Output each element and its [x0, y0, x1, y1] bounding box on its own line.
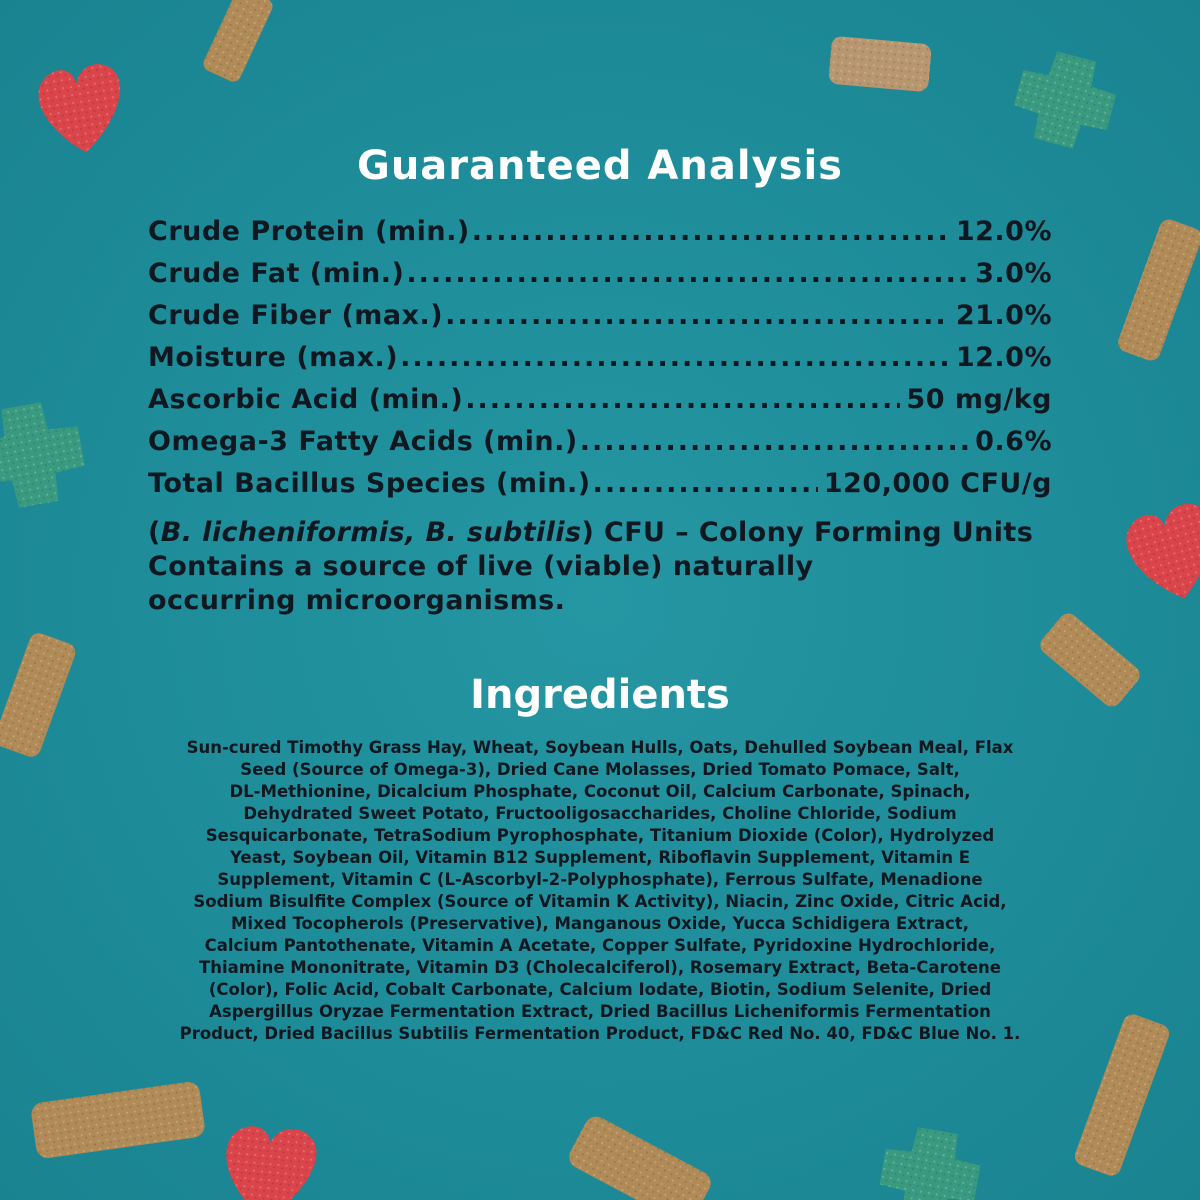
ingredients-line: Yeast, Soybean Oil, Vitamin B12 Supplement, Riboflavin Supplement, Vitamin E: [229, 848, 970, 867]
stick-treat-icon: [201, 0, 275, 84]
analysis-row-crude-fat: [148, 258, 1052, 300]
analysis-label: Omega-3 Fatty Acids (min.): [148, 426, 578, 457]
ingredients-line: Aspergillus Oryzae Fermentation Extract, Dried Bacillus Licheniformis Fermentation: [209, 1002, 991, 1021]
analysis-row-moisture: [148, 342, 1052, 384]
analysis-value: 0.6%: [975, 426, 1052, 457]
analysis-label: Moisture (max.): [148, 342, 399, 373]
cfu-note: [148, 516, 1052, 618]
analysis-row-crude-fiber: [148, 300, 1052, 342]
analysis-row-bacillus: [148, 468, 1052, 510]
stick-treat-icon: [565, 1112, 715, 1200]
ingredients-title: Ingredients: [470, 672, 730, 718]
cfu-note-line-3: occurring microorganisms.: [148, 585, 566, 616]
ingredients-line: Sun-cured Timothy Grass Hay, Wheat, Soybean Hulls, Oats, Dehulled Soybean Meal, Flax: [186, 738, 1014, 757]
analysis-value: 120,000 CFU/g: [823, 468, 1052, 499]
dot-leader: [445, 300, 950, 331]
stick-treat-icon: [30, 1080, 206, 1159]
ingredients-line: Thiamine Mononitrate, Vitamin D3 (Cholecalciferol), Rosemary Extract, Beta-Carotene: [198, 958, 1001, 977]
note-open-paren: (: [148, 517, 161, 548]
note-species: B. licheniformis, B. subtilis: [160, 517, 582, 548]
cfu-note-line-2: Contains a source of live (viable) naturally: [148, 551, 814, 582]
ingredients-line: Dehydrated Sweet Potato, Fructooligosaccharides, Choline Chloride, Sodium: [243, 804, 957, 823]
ingredients-line: Sesquicarbonate, TetraSodium Pyrophosphate, Titanium Dioxide (Color), Hydrolyzed: [205, 826, 995, 845]
dot-leader: [400, 342, 950, 373]
heart-treat-icon: [221, 1123, 319, 1200]
analysis-row-crude-protein: [148, 216, 1052, 258]
analysis-value: 12.0%: [955, 216, 1052, 247]
ingredients-line: (Color), Folic Acid, Cobalt Carbonate, Calcium Iodate, Biotin, Sodium Selenite, Dried: [208, 980, 992, 999]
dot-leader: [580, 426, 969, 457]
ingredients-line: Mixed Tocopherols (Preservative), Manganous Oxide, Yucca Schidigera Extract,: [231, 914, 969, 933]
ingredients-line: Supplement, Vitamin C (L-Ascorbyl-2-Polyphosphate), Ferrous Sulfate, Menadione: [217, 870, 983, 889]
analysis-value: 3.0%: [975, 258, 1052, 289]
analysis-value: 50 mg/kg: [906, 384, 1052, 415]
dot-leader: [465, 384, 900, 415]
stick-treat-icon: [828, 36, 932, 93]
guaranteed-analysis-table: [148, 216, 1052, 618]
ingredients-line: Seed (Source of Omega-3), Dried Cane Molasses, Dried Tomato Pomace, Salt,: [240, 760, 960, 779]
analysis-label: Ascorbic Acid (min.): [148, 384, 464, 415]
dot-leader: [593, 468, 818, 499]
shape-treat-icon: [875, 1122, 985, 1200]
dot-leader: [472, 216, 950, 247]
guaranteed-analysis-title: Guaranteed Analysis: [357, 143, 843, 189]
analysis-value: 12.0%: [955, 342, 1052, 373]
heart-treat-icon: [1120, 499, 1200, 610]
shape-treat-icon: [1007, 44, 1123, 156]
ingredients-list: [140, 737, 1060, 1045]
note-cfu-definition: ) CFU – Colony Forming Units: [581, 517, 1034, 548]
ingredients-line: Sodium Bisulfite Complex (Source of Vitamin K Activity), Niacin, Zinc Oxide, Citric Acid,: [193, 892, 1007, 911]
analysis-value: 21.0%: [955, 300, 1052, 331]
analysis-row-ascorbic-acid: [148, 384, 1052, 426]
stick-treat-icon: [1072, 1012, 1172, 1179]
cfu-note-line-1: [148, 516, 1052, 550]
analysis-label: Crude Fiber (max.): [148, 300, 444, 331]
ingredients-line: DL-Methionine, Dicalcium Phosphate, Coconut Oil, Calcium Carbonate, Spinach,: [229, 782, 971, 801]
analysis-row-omega-3: [148, 426, 1052, 468]
analysis-label: Crude Protein (min.): [148, 216, 470, 247]
analysis-label: Crude Fat (min.): [148, 258, 405, 289]
stick-treat-icon: [1115, 217, 1200, 364]
ingredients-line: Product, Dried Bacillus Subtilis Fermentation Product, FD&C Red No. 40, FD&C Blue No. 1.: [179, 1024, 1021, 1043]
analysis-label: Total Bacillus Species (min.): [148, 468, 591, 499]
dot-leader: [406, 258, 969, 289]
shape-treat-icon: [0, 397, 90, 514]
ingredients-line: Calcium Pantothenate, Vitamin A Acetate, Copper Sulfate, Pyridoxine Hydrochloride,: [204, 936, 996, 955]
